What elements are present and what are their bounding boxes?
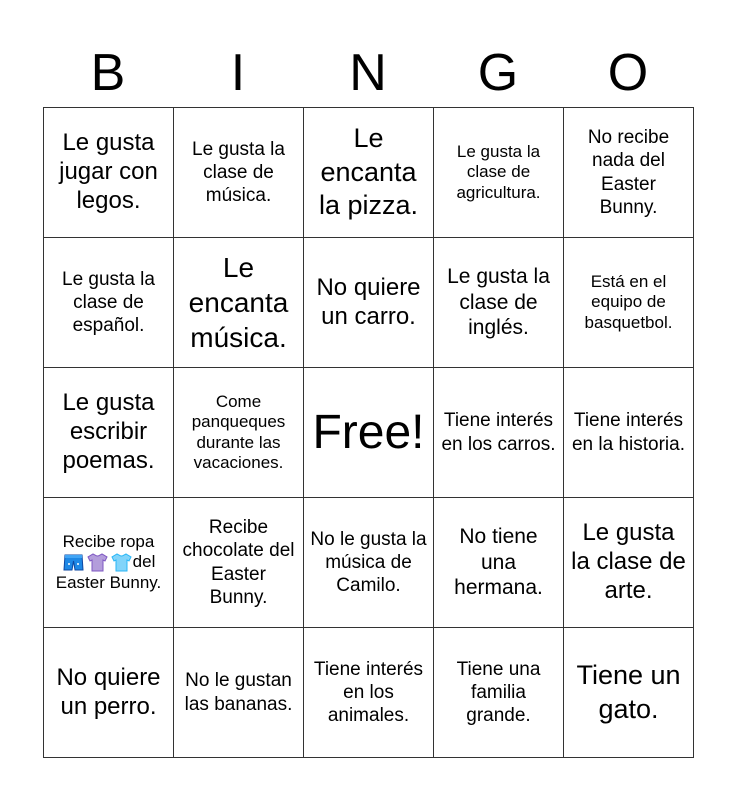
bingo-cell [304, 108, 434, 238]
cell-text: Tiene interés en los animales. [313, 658, 424, 727]
tshirt-purple-icon [87, 553, 108, 572]
cell-text: No quiere un perro. [56, 663, 161, 720]
bingo-cell [434, 108, 564, 238]
free-space-label: Free! [312, 405, 425, 459]
cell-text-before: Recibe ropa [62, 531, 155, 551]
bingo-cell [44, 628, 174, 758]
tshirt-blue-icon [111, 553, 132, 572]
bingo-cell [304, 238, 434, 368]
bingo-cell [434, 368, 564, 498]
bingo-cell [44, 368, 174, 498]
cell-text: Le encanta la pizza. [318, 122, 419, 221]
clothes-icons [63, 553, 132, 572]
header-letter-i: I [230, 44, 246, 102]
cell-text: Está en el equipo de basquetbol. [584, 271, 673, 332]
bingo-cell [564, 628, 694, 758]
bingo-cell [434, 498, 564, 628]
header-letter-g: G [477, 44, 519, 102]
bingo-cell [564, 498, 694, 628]
bingo-cell [564, 238, 694, 368]
bingo-cell [174, 368, 304, 498]
cell-text: Tiene interés en la historia. [571, 410, 685, 455]
bingo-cell [434, 238, 564, 368]
bingo-cell [174, 628, 304, 758]
cell-text: Le gusta la clase de música. [192, 138, 285, 207]
cell-text: No recibe nada del Easter Bunny. [587, 127, 670, 218]
bingo-card-grid [43, 107, 694, 758]
bingo-cell [564, 108, 694, 238]
bingo-cell [434, 628, 564, 758]
cell-text: Le gusta escribir poemas. [62, 389, 155, 474]
bingo-cell [174, 238, 304, 368]
bingo-cell [174, 108, 304, 238]
cell-text: Tiene un gato. [576, 659, 681, 724]
cell-text: Le gusta la clase de español. [62, 268, 155, 337]
bingo-cell [44, 498, 174, 628]
free-space-cell [304, 368, 434, 498]
cell-text: No quiere un carro. [316, 273, 421, 330]
cell-text: No le gusta la música de Camilo. [310, 528, 427, 597]
header-letter-o: O [607, 44, 649, 102]
cell-text [50, 532, 167, 593]
cell-text: Le encanta música. [188, 252, 289, 353]
cell-text: Come panqueques durante las vacaciones. [191, 391, 286, 472]
bingo-cell [44, 108, 174, 238]
cell-text: Tiene una familia grande. [456, 658, 541, 727]
cell-text: Le gusta la clase de inglés. [447, 265, 550, 340]
cell-text: Le gusta la clase de arte. [571, 519, 686, 604]
cell-text: No tiene una hermana. [454, 525, 543, 600]
header-letter-b: B [90, 44, 126, 102]
cell-text: No le gustan las bananas. [184, 670, 293, 715]
cell-text: Recibe chocolate del Easter Bunny. [182, 517, 295, 608]
bingo-cell [174, 498, 304, 628]
bingo-header [43, 40, 693, 106]
cell-text: Le gusta jugar con legos. [59, 129, 158, 214]
cell-text-after: del Easter Bunny. [55, 552, 162, 592]
bingo-cell [564, 368, 694, 498]
shorts-icon [63, 553, 84, 572]
cell-text: Le gusta la clase de agricultura. [456, 141, 541, 202]
header-letter-n: N [349, 44, 387, 102]
bingo-cell [304, 628, 434, 758]
bingo-cell [44, 238, 174, 368]
bingo-cell [304, 498, 434, 628]
cell-text: Tiene interés en los carros. [441, 410, 556, 455]
